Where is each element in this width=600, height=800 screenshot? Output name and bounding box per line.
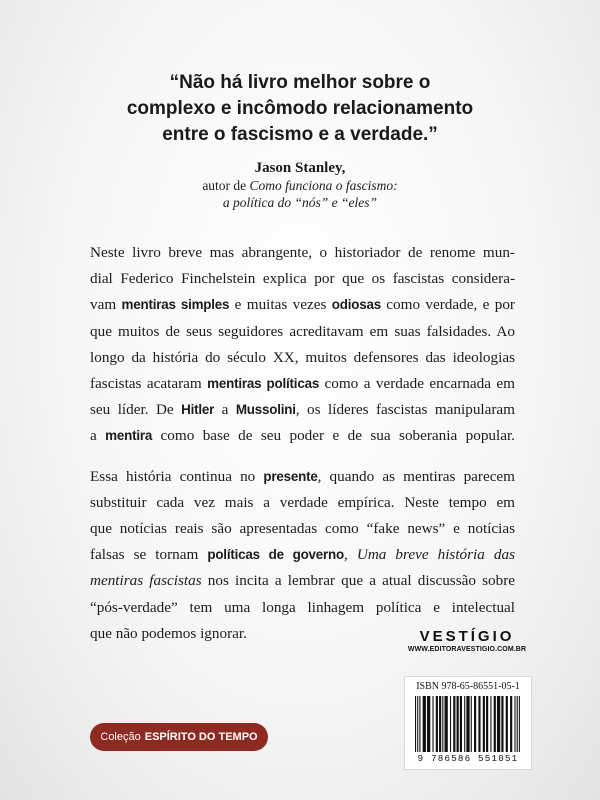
barcode-bar <box>445 696 448 752</box>
collection-name: ESPÍRITO DO TEMPO <box>144 731 258 743</box>
barcode-bar <box>501 696 503 752</box>
text-run: vam <box>90 296 122 314</box>
text-run: fascistas acataram <box>90 375 208 393</box>
text-run: como base de seu poder e de sua soberania popular. <box>152 427 515 445</box>
text-run: a <box>214 401 236 419</box>
text-run: , quando as mentiras parecem <box>317 467 515 485</box>
barcode-bar <box>450 696 451 752</box>
book-title-italic: mentiras fascistas <box>90 572 202 590</box>
p2-line-3: que notícias reais são apresentadas como “fake news” e notícias <box>90 520 515 538</box>
p1-line-2: dial Federico Finchelstein explica por que os fascistas considera- <box>90 270 515 288</box>
synopsis-paragraph-1 <box>90 240 515 450</box>
highlight-mentira: mentira <box>105 428 153 444</box>
text-run: seu líder. De <box>90 401 182 419</box>
text-run: e muitas vezes <box>229 296 332 314</box>
barcode-bars <box>415 696 521 752</box>
text-run: , <box>344 546 357 564</box>
publisher-logo <box>404 628 530 653</box>
barcode-bar <box>471 696 472 752</box>
p1-line-4: que muitos de seus seguidores acreditavam em suas falsidades. Ao <box>90 322 515 340</box>
isbn-text: ISBN 978-65-86551-05-1 <box>416 681 520 692</box>
p1-line-5: longo da história do século XX, muitos defensores das ideologias <box>90 348 515 366</box>
highlight-odiosas: odiosas <box>331 297 381 313</box>
quote-line-1: “Não há livro melhor sobre o <box>169 72 431 93</box>
author-description <box>0 177 600 211</box>
barcode-bar <box>490 696 491 752</box>
publisher-url: WWW.EDITORAVESTIGIO.COM.BR <box>407 646 527 653</box>
highlight-presente: presente <box>263 468 318 484</box>
text-run: falsas se tornam <box>90 546 208 564</box>
author-book-title-2: a política do “nós” e “eles” <box>222 195 378 210</box>
barcode-bar <box>497 696 500 752</box>
barcode-bar <box>478 696 480 752</box>
author-desc-prefix: autor de <box>202 178 250 193</box>
barcode-bar <box>510 696 512 752</box>
p2-line-6: “pós-verdade” tem uma longa linhagem política e intelectual <box>90 598 515 616</box>
barcode-bar <box>432 696 433 752</box>
p2-line-7: que não podemos ignorar. <box>90 624 247 642</box>
p2-line-2: substituir cada vez mais a verdade empírica. Neste tempo em <box>90 493 515 511</box>
highlight-mentiras-simples: mentiras simples <box>121 297 230 313</box>
barcode-bar <box>460 696 462 752</box>
quote-line-2: complexo e incômodo relacionamento <box>126 98 474 119</box>
barcode-bar <box>417 696 418 752</box>
author-comma: , <box>341 160 346 176</box>
barcode-bar <box>457 696 459 752</box>
quote-author <box>0 160 600 177</box>
barcode-bar <box>474 696 476 752</box>
p2-line-4 <box>90 542 515 568</box>
text-run: , os líderes fascistas manipularam <box>295 401 515 419</box>
barcode-bar <box>486 696 488 752</box>
quote-line-3: entre o fascismo e a verdade.” <box>162 124 438 145</box>
text-run: Essa história continua no <box>90 467 264 485</box>
author-desc-line-1 <box>0 177 600 194</box>
quote-text <box>0 70 600 148</box>
barcode-bar <box>419 696 420 752</box>
barcode-bar <box>453 696 455 752</box>
barcode-digits: 9 786586 551051 <box>417 753 519 764</box>
author-name: Jason Stanley <box>254 160 342 176</box>
barcode-bar <box>519 696 520 752</box>
p1-line-1: Neste livro breve mas abrangente, o historiador de renome mun- <box>90 244 515 261</box>
p2-line-5 <box>90 568 515 594</box>
highlight-politicas-de-governo: políticas de governo <box>207 547 345 563</box>
barcode-bar <box>436 696 438 752</box>
barcode-bar <box>427 696 430 752</box>
collection-prefix: Coleção <box>100 731 141 743</box>
text-run: como verdade, e por <box>380 296 515 314</box>
text-run: nos incita a lembrar que a atual discussão sobre <box>201 572 515 590</box>
barcode-bar <box>514 696 515 752</box>
p2-line-1 <box>90 464 515 490</box>
p1-line-7 <box>90 397 515 423</box>
barcode-bar <box>423 696 426 752</box>
p1-line-8 <box>90 423 515 449</box>
barcode-bar <box>494 696 496 752</box>
barcode-bar <box>517 696 518 752</box>
highlight-hitler: Hitler <box>181 402 215 418</box>
highlight-mentiras-politicas: mentiras políticas <box>207 376 320 392</box>
barcode-bar <box>483 696 485 752</box>
publisher-name: VESTÍGIO <box>419 628 515 645</box>
barcode-bar <box>442 696 443 752</box>
endorsement-quote <box>0 70 600 211</box>
text-run: a <box>90 427 106 445</box>
barcode-bar <box>466 696 469 752</box>
p1-line-6 <box>90 371 515 397</box>
book-title-italic: Uma breve história das <box>356 546 515 564</box>
author-book-title-1: Como funciona o fascismo: <box>249 178 398 193</box>
collection-badge <box>90 723 268 751</box>
barcode-bar <box>464 696 465 752</box>
barcode-bar <box>415 696 416 752</box>
p1-line-3 <box>90 292 515 318</box>
barcode-bar <box>506 696 508 752</box>
synopsis-paragraph-2 <box>90 464 515 647</box>
barcode-bar <box>439 696 441 752</box>
synopsis <box>90 240 515 647</box>
highlight-mussolini: Mussolini <box>235 402 296 418</box>
text-run: como a verdade encarnada em <box>319 375 515 393</box>
isbn-barcode <box>404 676 532 770</box>
